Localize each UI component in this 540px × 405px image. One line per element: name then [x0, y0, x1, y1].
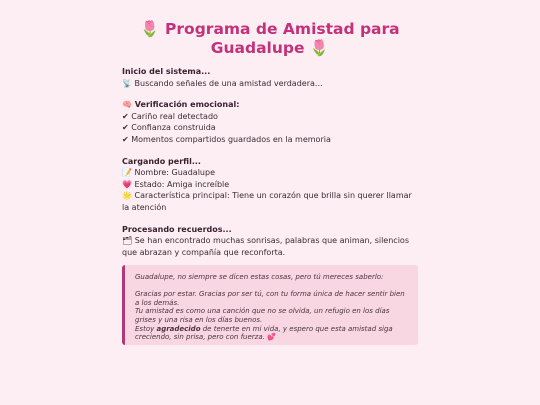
page-title	[120, 20, 420, 58]
profile-name	[122, 167, 418, 179]
section-emotional	[122, 99, 418, 145]
title-line-2: Guadalupe 🌷	[210, 39, 330, 57]
memories-line	[122, 235, 418, 258]
emotional-item-1	[122, 111, 418, 123]
check-icon: ✔	[122, 111, 129, 121]
message-spacer	[135, 282, 408, 291]
section-emotional-title	[122, 99, 418, 111]
check-icon: ✔	[122, 123, 129, 133]
section-init	[122, 66, 418, 89]
message-box	[122, 265, 418, 345]
message-para-1: Gracias por estar. Gracias por ser tú, con tu forma única de hacer sentir bien a los demás.	[135, 290, 405, 307]
init-line	[122, 78, 418, 90]
section-init-title: Inicio del sistema...	[122, 67, 211, 76]
message-para-2: Tu amistad es como una canción que no se olvida, un refugio en los días grises y una risa en los días buenos.	[135, 307, 390, 324]
emotional-item-2-text: Confianza construida	[131, 123, 216, 133]
message-para-3-start: Estoy	[135, 324, 157, 333]
card-index-icon: 🗂	[122, 236, 133, 246]
title-line-1: 🌷 Programa de Amistad para	[140, 20, 400, 38]
emotional-item-3-text: Momentos compartidos guardados en la memoria	[131, 134, 331, 144]
profile-name-text: Nombre: Guadalupe	[134, 168, 215, 178]
section-memories	[122, 224, 418, 259]
emotional-item-3	[122, 134, 418, 146]
brain-icon: 🧠	[122, 100, 132, 110]
satellite-icon: 📡	[122, 78, 132, 88]
message-intro: Guadalupe, no siempre se dicen estas cosas, pero tú mereces saberlo:	[135, 273, 384, 281]
star-icon: 🌟	[122, 191, 132, 201]
init-line-text: Buscando señales de una amistad verdadera...	[134, 78, 323, 88]
profile-trait-text: Característica principal: Tiene un corazón que brilla sin querer llamar la atención	[122, 191, 412, 212]
message-para-3	[135, 325, 408, 342]
section-emotional-title-text: Verificación emocional:	[134, 100, 240, 110]
two-hearts-icon: 💕	[267, 333, 276, 342]
memories-text: Se han encontrado muchas sonrisas, palabras que animan, silencios que abrazan y compañía que reconforta.	[122, 236, 409, 257]
check-icon: ✔	[122, 134, 129, 144]
section-profile-title: Cargando perfil...	[122, 156, 201, 166]
profile-trait	[122, 190, 418, 213]
section-memories-title: Procesando recuerdos...	[122, 224, 232, 234]
message-para-3-end: de tenerte en mi vida, y espero que esta amistad siga creciendo, sin prisa, pero con fuerza.	[135, 324, 393, 342]
profile-state-text: Estado: Amiga increíble	[134, 179, 230, 189]
heart-icon: 💗	[122, 179, 132, 189]
content	[122, 66, 418, 268]
message-bold-word: agradecido	[156, 324, 201, 333]
profile-state	[122, 179, 418, 191]
emotional-item-2	[122, 122, 418, 134]
emotional-item-1-text: Cariño real detectado	[131, 111, 218, 121]
memo-icon: 📝	[122, 168, 132, 178]
section-profile	[122, 156, 418, 214]
